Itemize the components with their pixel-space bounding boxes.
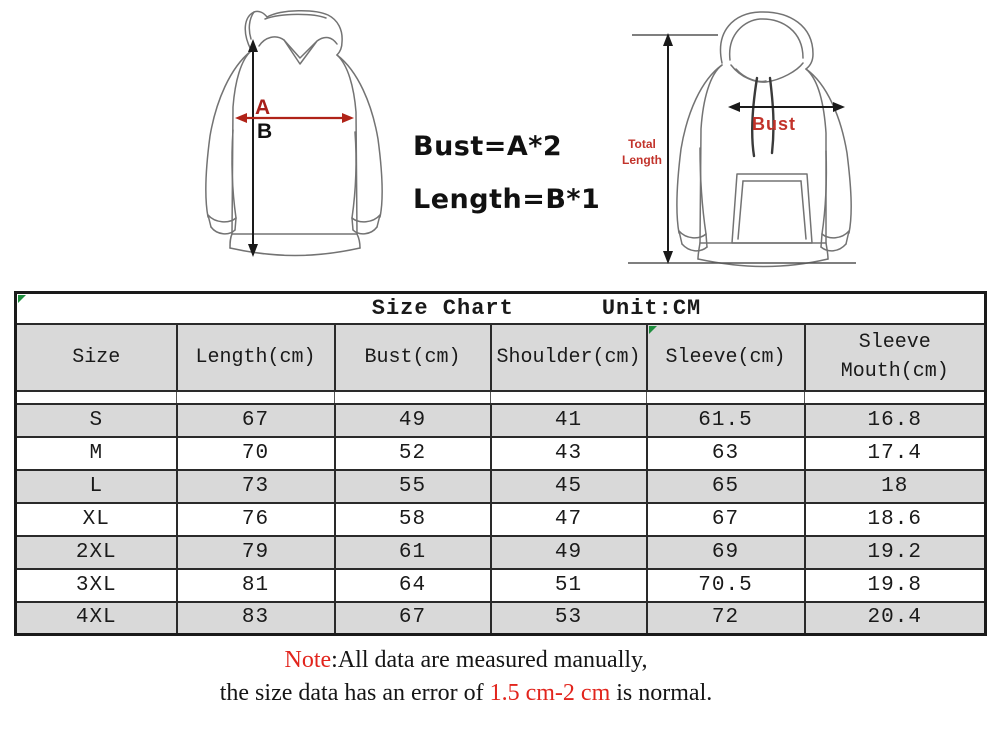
table-title-row [16, 293, 986, 324]
total-length-line1: Total [628, 137, 656, 151]
cell-shoulder: 45 [491, 470, 647, 503]
label-a: A [255, 96, 271, 119]
bust-arrow [728, 102, 845, 112]
cell-sleeve: 72 [647, 602, 805, 635]
cell-sleeve-mouth: 18.6 [805, 503, 986, 536]
cell-size: 4XL [16, 602, 177, 635]
cell-length: 73 [177, 470, 335, 503]
col-header-shoulder: Shoulder(cm) [491, 324, 647, 391]
size-chart-table-wrap [14, 291, 986, 636]
note-line2-suffix: is normal. [610, 680, 713, 707]
cell-size: XL [16, 503, 177, 536]
cell-bust: 58 [335, 503, 491, 536]
cell-bust: 61 [335, 536, 491, 569]
hoodie-total-length-diagram [610, 3, 892, 275]
table-row-s [16, 404, 986, 437]
cell-sleeve: 61.5 [647, 404, 805, 437]
table-title-cell [16, 293, 986, 324]
col-header-sleeve-mouth: Sleeve Mouth(cm) [805, 324, 986, 391]
cell-shoulder: 49 [491, 536, 647, 569]
cell-length: 81 [177, 569, 335, 602]
cell-sleeve: 69 [647, 536, 805, 569]
cell-sleeve-mouth: 17.4 [805, 437, 986, 470]
cell-sleeve: 63 [647, 437, 805, 470]
measurement-note [0, 644, 932, 710]
col-header-length: Length(cm) [177, 324, 335, 391]
table-row-4xl [16, 602, 986, 635]
cell-sleeve-mouth: 19.2 [805, 536, 986, 569]
length-measure-arrow [248, 39, 258, 257]
cell-bust: 67 [335, 602, 491, 635]
table-row-3xl [16, 569, 986, 602]
total-length-line2: Length [622, 153, 662, 168]
cell-shoulder: 47 [491, 503, 647, 536]
spacer-row [16, 391, 986, 404]
cell-size: M [16, 437, 177, 470]
note-label: Note [284, 647, 332, 673]
cell-length: 67 [177, 404, 335, 437]
cell-shoulder: 43 [491, 437, 647, 470]
table-unit: Unit:CM [601, 295, 702, 321]
note-line1-text: :All data are measured manually, [331, 647, 648, 673]
hoodie-line-art [185, 5, 415, 270]
cell-shoulder: 41 [491, 404, 647, 437]
cell-sleeve-mouth: 20.4 [805, 602, 986, 635]
measurement-formulas [413, 131, 600, 215]
table-header-row [16, 324, 986, 391]
note-error-range: 1.5 cm-2 cm [489, 680, 611, 707]
table-row-xl [16, 503, 986, 536]
note-line-2 [0, 677, 932, 710]
table-row-2xl [16, 536, 986, 569]
cell-shoulder: 51 [491, 569, 647, 602]
table-row-l [16, 470, 986, 503]
size-chart-table [14, 291, 987, 636]
col-header-sleeve: Sleeve(cm) [647, 324, 805, 391]
cell-sleeve: 65 [647, 470, 805, 503]
hoodie-front-diagram [185, 5, 415, 270]
cell-length: 79 [177, 536, 335, 569]
cell-size: S [16, 404, 177, 437]
note-line2-prefix: the size data has an error of [219, 680, 490, 707]
cell-size: 3XL [16, 569, 177, 602]
cell-sleeve-mouth: 18 [805, 470, 986, 503]
cell-shoulder: 53 [491, 602, 647, 635]
cell-bust: 64 [335, 569, 491, 602]
cell-sleeve: 70.5 [647, 569, 805, 602]
table-row-m [16, 437, 986, 470]
cell-sleeve-mouth: 16.8 [805, 404, 986, 437]
cell-size: 2XL [16, 536, 177, 569]
cell-size: L [16, 470, 177, 503]
cell-sleeve: 67 [647, 503, 805, 536]
bust-label: Bust [752, 114, 796, 134]
cell-bust: 49 [335, 404, 491, 437]
cell-length: 70 [177, 437, 335, 470]
cell-length: 83 [177, 602, 335, 635]
table-title: Size Chart [371, 295, 514, 321]
label-b: B [257, 120, 273, 143]
length-formula: Length=B*1 [413, 184, 601, 215]
cell-bust: 52 [335, 437, 491, 470]
cell-sleeve-mouth: 19.8 [805, 569, 986, 602]
bust-formula: Bust=A*2 [413, 131, 563, 162]
col-header-bust: Bust(cm) [335, 324, 491, 391]
total-length-label [614, 136, 670, 168]
note-line-1 [0, 644, 932, 677]
col-header-size: Size [16, 324, 177, 391]
cell-length: 76 [177, 503, 335, 536]
cell-bust: 55 [335, 470, 491, 503]
